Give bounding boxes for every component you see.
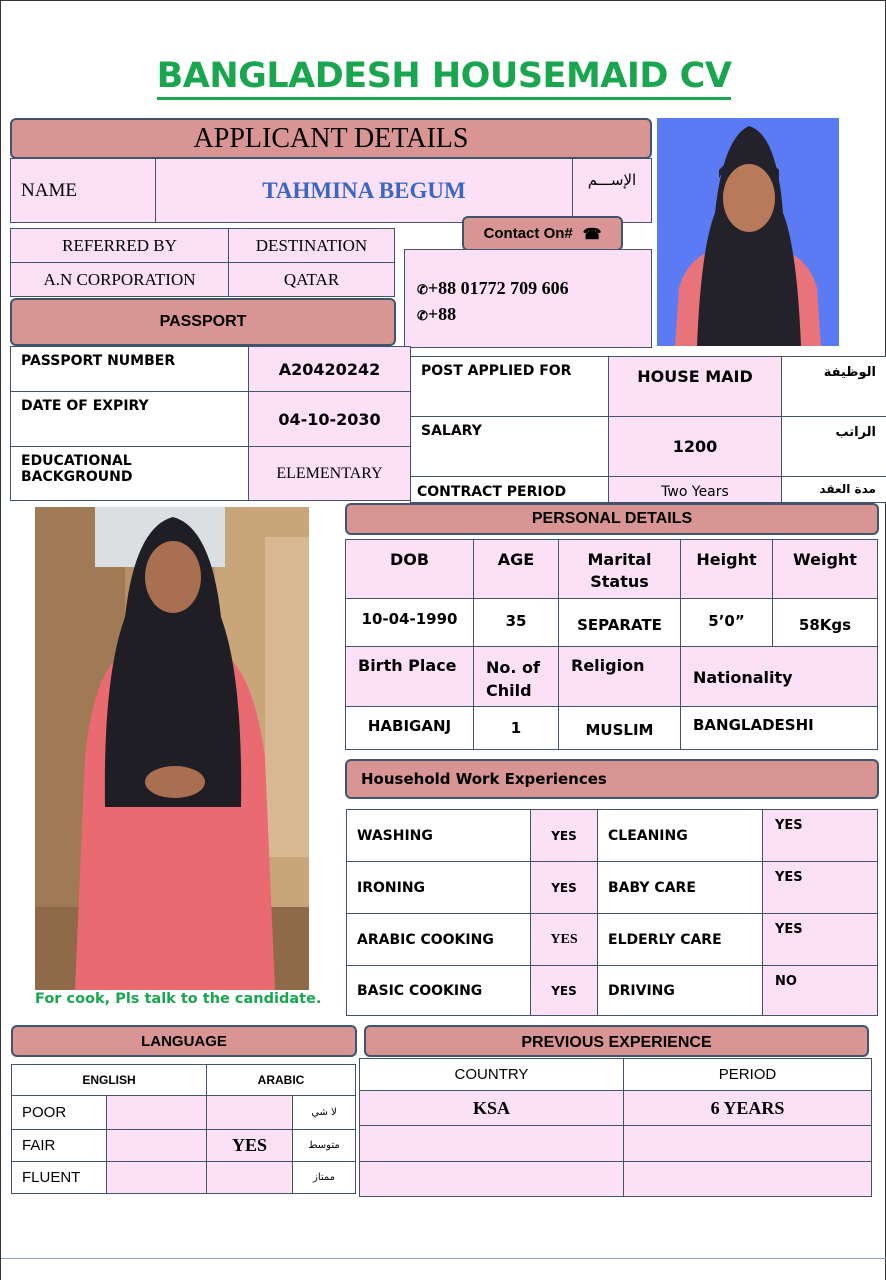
household-task-value: YES bbox=[530, 965, 598, 1016]
passport-header: PASSPORT bbox=[10, 298, 396, 346]
name-value: TAHMINA BEGUM bbox=[155, 158, 573, 223]
whatsapp-icon: ✆ bbox=[417, 308, 428, 323]
salary-arabic-label: الراتب bbox=[781, 416, 886, 477]
post-value: HOUSE MAID bbox=[608, 356, 782, 417]
language-level-label: FLUENT bbox=[11, 1161, 107, 1194]
post-arabic-label: الوظيفة bbox=[781, 356, 886, 417]
household-task-label: WASHING bbox=[346, 809, 531, 862]
english-level-cell bbox=[106, 1129, 207, 1162]
page-title-wrap bbox=[1, 53, 886, 101]
dob-label: DOB bbox=[345, 539, 474, 599]
expiry-value: 04-10-2030 bbox=[248, 391, 411, 447]
children-value: 1 bbox=[473, 706, 559, 750]
children-label: No. of Child bbox=[473, 646, 559, 707]
household-task-label: IRONING bbox=[346, 861, 531, 914]
dob-value: 10-04-1990 bbox=[345, 598, 474, 647]
arabic-level-label: لا شي bbox=[292, 1095, 356, 1130]
nationality-value: BANGLADESHI bbox=[680, 706, 878, 750]
education-value: ELEMENTARY bbox=[248, 446, 411, 501]
household-task-value: YES bbox=[530, 913, 598, 966]
referred-by-label: REFERRED BY bbox=[10, 228, 229, 263]
experience-period bbox=[623, 1125, 872, 1162]
experience-country bbox=[359, 1161, 624, 1197]
nationality-label: Nationality bbox=[680, 646, 878, 707]
applicant-details-header: APPLICANT DETAILS bbox=[10, 118, 652, 159]
applicant-full-photo bbox=[35, 507, 309, 990]
household-task-value: YES bbox=[530, 809, 598, 862]
bottom-rule bbox=[1, 1258, 886, 1259]
post-label: POST APPLIED FOR bbox=[410, 356, 609, 417]
contract-arabic-label: مدة العقد bbox=[781, 476, 886, 503]
household-task-label: BASIC COOKING bbox=[346, 965, 531, 1016]
marital-value: SEPARATE bbox=[558, 598, 681, 647]
contact-phones bbox=[404, 249, 652, 348]
weight-label: Weight bbox=[772, 539, 878, 599]
marital-label: Marital Status bbox=[558, 539, 681, 599]
contact-header bbox=[462, 216, 623, 251]
household-task-label: CLEANING bbox=[597, 809, 763, 862]
birthplace-label: Birth Place bbox=[345, 646, 474, 707]
arabic-level-label: متوسط bbox=[292, 1129, 356, 1162]
country-column-header: COUNTRY bbox=[359, 1058, 624, 1091]
personal-details-header: PERSONAL DETAILS bbox=[345, 503, 879, 535]
applicant-portrait-photo bbox=[657, 118, 839, 346]
household-task-value: NO bbox=[762, 965, 878, 1016]
name-arabic-label: الإســـم bbox=[572, 158, 652, 223]
religion-label: Religion bbox=[558, 646, 681, 707]
phone-line-1 bbox=[417, 276, 651, 302]
passport-number-label: PASSPORT NUMBER bbox=[10, 346, 249, 392]
referred-by-value: A.N CORPORATION bbox=[10, 262, 229, 297]
phone-line-2 bbox=[417, 302, 651, 328]
english-level-cell bbox=[106, 1161, 207, 1194]
household-header: Household Work Experiences bbox=[345, 759, 879, 799]
contract-value: Two Years bbox=[608, 476, 782, 503]
household-task-value: YES bbox=[762, 809, 878, 862]
contract-label: CONTRACT PERIOD bbox=[410, 476, 609, 503]
arabic-level-cell: YES bbox=[206, 1129, 293, 1162]
experience-period bbox=[623, 1161, 872, 1197]
photo-caption: For cook, Pls talk to the candidate. bbox=[35, 991, 322, 1007]
passport-number-value: A20420242 bbox=[248, 346, 411, 392]
height-value: 5’0” bbox=[680, 598, 773, 647]
household-task-label: BABY CARE bbox=[597, 861, 763, 914]
birthplace-value: HABIGANJ bbox=[345, 706, 474, 750]
phone-1: +88 01772 709 606 bbox=[427, 278, 569, 298]
arabic-level-label: ممتاز bbox=[292, 1161, 356, 1194]
contact-label: Contact On# bbox=[483, 225, 573, 242]
english-level-cell bbox=[106, 1095, 207, 1130]
destination-label: DESTINATION bbox=[228, 228, 395, 263]
arabic-level-cell bbox=[206, 1161, 293, 1194]
experience-country: KSA bbox=[359, 1090, 624, 1126]
household-task-value: YES bbox=[762, 913, 878, 966]
household-task-label: ELDERLY CARE bbox=[597, 913, 763, 966]
page-title: BANGLADESH HOUSEMAID CV bbox=[157, 55, 732, 100]
previous-experience-header: PREVIOUS EXPERIENCE bbox=[364, 1025, 869, 1057]
age-label: AGE bbox=[473, 539, 559, 599]
height-label: Height bbox=[680, 539, 773, 599]
language-header: LANGUAGE bbox=[11, 1025, 357, 1057]
experience-period: 6 YEARS bbox=[623, 1090, 872, 1126]
salary-label: SALARY bbox=[410, 416, 609, 477]
phone-2: +88 bbox=[427, 304, 457, 324]
education-label: EDUCATIONAL BACKGROUND bbox=[10, 446, 249, 501]
phone-icon: ☎ bbox=[582, 225, 602, 243]
salary-value: 1200 bbox=[608, 416, 782, 477]
arabic-level-cell bbox=[206, 1095, 293, 1130]
household-task-label: ARABIC COOKING bbox=[346, 913, 531, 966]
age-value: 35 bbox=[473, 598, 559, 647]
arabic-column-header: ARABIC bbox=[206, 1064, 356, 1096]
expiry-label: DATE OF EXPIRY bbox=[10, 391, 249, 447]
household-task-label: DRIVING bbox=[597, 965, 763, 1016]
name-label: NAME bbox=[10, 158, 156, 223]
whatsapp-icon: ✆ bbox=[417, 282, 428, 297]
household-task-value: YES bbox=[762, 861, 878, 914]
english-column-header: ENGLISH bbox=[11, 1064, 207, 1096]
experience-country bbox=[359, 1125, 624, 1162]
religion-value: MUSLIM bbox=[558, 706, 681, 750]
language-level-label: POOR bbox=[11, 1095, 107, 1130]
language-level-label: FAIR bbox=[11, 1129, 107, 1162]
household-task-value: YES bbox=[530, 861, 598, 914]
destination-value: QATAR bbox=[228, 262, 395, 297]
weight-value: 58Kgs bbox=[772, 598, 878, 647]
period-column-header: PERIOD bbox=[623, 1058, 872, 1091]
